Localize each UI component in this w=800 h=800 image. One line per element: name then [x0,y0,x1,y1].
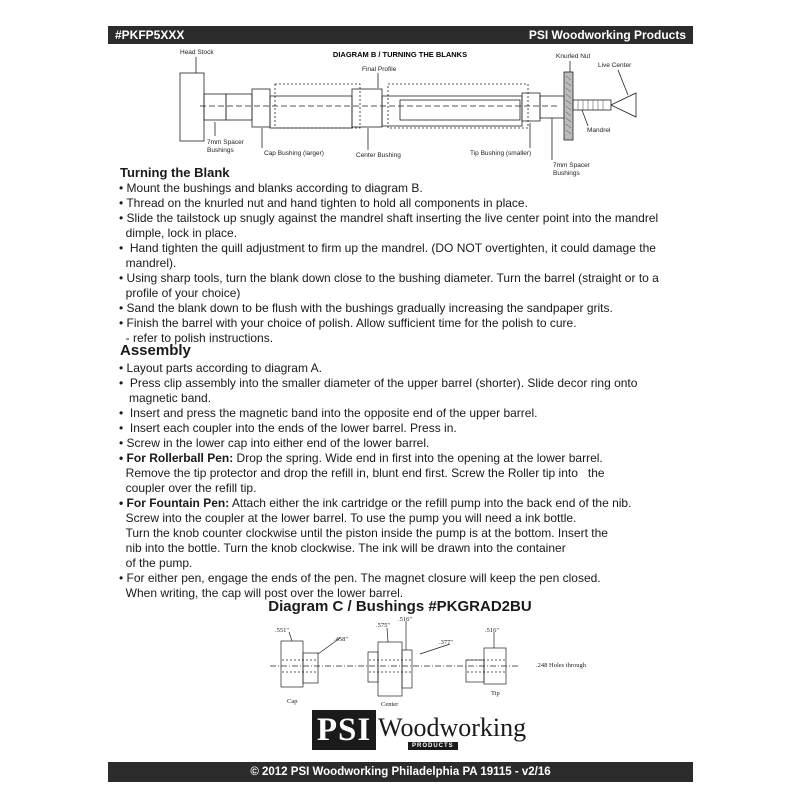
turning-line: • Sand the blank down to be flush with the bushings gradually increasing the sandpaper grits. [119,301,613,315]
dim-575: .575" [376,622,391,629]
label-cap-bushing: Cap Bushing (larger) [264,150,324,157]
tip-label: Tip [491,690,500,697]
assembly-line: • Insert and press the magnetic band into the opposite end of the upper barrel. [119,406,538,420]
label-final-profile: Final Profile [362,66,397,73]
logo-sub: PRODUCTS [408,742,458,750]
assembly-line: magnetic band. [119,391,212,405]
cap-bushing-small [303,653,318,683]
label-head-stock: Head Stock [180,49,214,56]
fountain-label: • For Fountain Pen: [119,496,230,510]
dim-458: .458" [334,636,349,643]
footer-bar [108,762,693,782]
dim-377: .377" [439,639,454,646]
diagram-b-title: DIAGRAM B / TURNING THE BLANKS [332,50,468,59]
label-knurled-nut: Knurled Nut [556,53,591,60]
fountain-line: nib into the bottle. Turn the knob clockwise. The ink will be drawn into the container [119,541,566,555]
turning-line: • Using sharp tools, turn the blank down close to the bushing diameter. Turn the barrel (straight or to a [119,271,659,285]
label-live-center: Live Center [598,62,632,69]
dim-516-center: .516" [398,616,413,623]
assembly-line: • Insert each coupler into the ends of the lower barrel. Press in. [119,421,457,435]
assembly-line: • Layout parts according to diagram A. [119,361,322,375]
label-spacer-right-2: Bushings [553,170,580,177]
copyright-text: © 2012 PSI Woodworking Philadelphia PA 19115 - v2/16 [250,766,551,778]
fountain-line: • For Fountain Pen: Attach either the ink cartridge or the refill pump into the back end of the nib. [119,496,632,510]
turning-line: • Slide the tailstock up snugly against the mandrel shaft inserting the live center point into the mandrel [119,211,659,225]
tip-bushing-small [466,660,484,682]
fountain-line: Turn the knob counter clockwise until the piston inside the pump is at the bottom. Insert the [119,526,608,540]
center-bushing-left [368,652,378,682]
turning-line: • Mount the bushings and blanks according to diagram B. [119,181,423,195]
turning-line: • Thread on the knurled nut and hand tighten to hold all components in place. [119,196,528,210]
turning-title: Turning the Blank [120,165,230,180]
center-bushing-mid [378,642,402,696]
label-tip-bushing: Tip Bushing (smaller) [470,150,532,157]
assembly-line: • Screw in the lower cap into either end of the lower barrel. [119,436,430,450]
center-bushing-right [402,650,412,688]
assembly-line: • Press clip assembly into the smaller diameter of the upper barrel (shorter). Slide decor ring onto [119,376,638,390]
rollerball-line: Remove the tip protector and drop the refill in, blunt end first. Screw the Roller tip into the [119,466,605,480]
label-mandrel: Mandrel [587,127,611,134]
product-code: #PKFP5XXX [115,28,185,42]
psi-logo [312,708,526,750]
fountain-line: Screw into the coupler at the lower barrel. To use the pump you will need a ink bottle. [119,511,577,525]
center-label: Center [381,701,399,708]
brand-name: PSI Woodworking Products [528,28,686,42]
diagram-c-title: Diagram C / Bushings #PKGRAD2BU [268,598,532,615]
label-spacer-right-1: 7mm Spacer [553,162,590,169]
cap-label: Cap [287,698,298,705]
turning-line: profile of your choice) [119,286,241,300]
cap-bushing-large [281,641,303,687]
fountain-line: of the pump. [119,556,193,570]
closing-line: When writing, the cap will post over the lower barrel. [119,586,404,600]
turning-line: dimple, lock in place. [119,226,238,240]
holes-label: .248 Holes through [536,662,587,669]
dim-516-tip: .516" [485,627,500,634]
logo-mark: PSI [312,710,376,750]
turning-line: - refer to polish instructions. [119,331,274,345]
assembly-title: Assembly [120,342,191,359]
closing-line: • For either pen, engage the ends of the pen. The magnet closure will keep the pen closed. [119,571,601,585]
rollerball-line: coupler over the refill tip. [119,481,257,495]
label-spacer-left-1: 7mm Spacer [207,139,244,146]
label-center-bushing: Center Bushing [356,152,401,159]
turning-line: • Hand tighten the quill adjustment to firm up the mandrel. (DO NOT overtighten, it could damage the [119,241,656,255]
label-spacer-left-2: Bushings [207,147,234,154]
turning-line: mandrel). [119,256,177,270]
rollerball-line: • For Rollerball Pen: Drop the spring. Wide end in first into the opening at the lower barrel. [119,451,603,465]
logo-word: Woodworking [378,713,527,742]
rollerball-label: • For Rollerball Pen: [119,451,234,465]
dim-551: .551" [275,627,290,634]
turning-line: • Finish the barrel with your choice of polish. Allow sufficient time for the polish to cure. [119,316,577,330]
